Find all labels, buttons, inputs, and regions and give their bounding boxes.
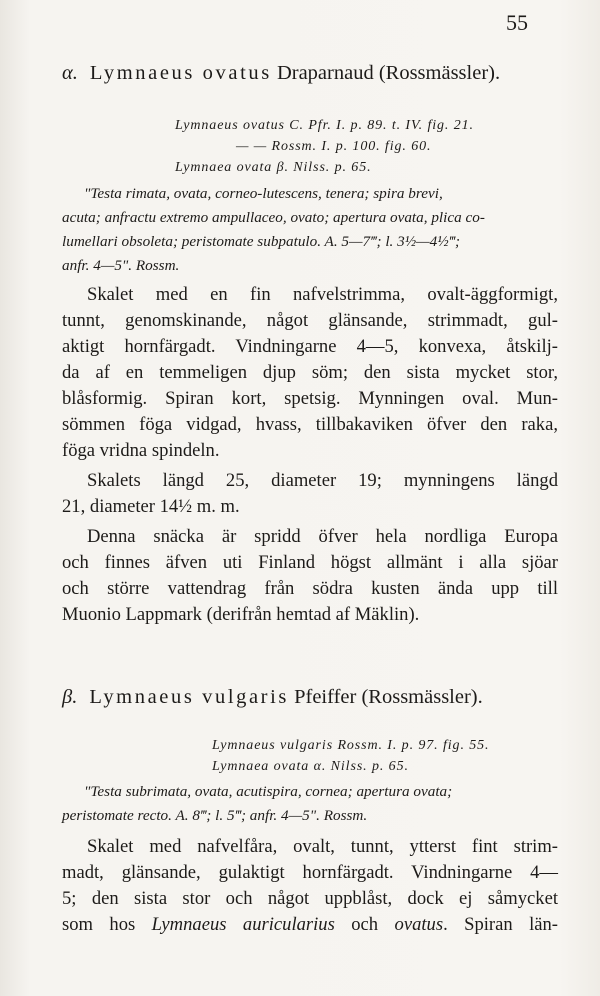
beta-latin-line-1: "Testa subrimata, ovata, acutispira, cornea; apertura ovata; — [84, 783, 453, 800]
beta-description-line-2: madt, glänsande, gulaktigt hornfärgadt. Vindningarne 4— — [62, 862, 558, 883]
beta-author: Pfeiffer (Rossmässler). — [294, 686, 483, 708]
alpha-title: Lymnaeus ovatus — [89, 62, 272, 84]
beta-synonym-2: Lymnaea ovata α. Nilss. p. 65. — [212, 759, 409, 774]
alpha-description-line-4: da af en temmeligen djup söm; den sista mycket stor, — [62, 362, 558, 383]
alpha-latin-line-2: acuta; anfractu extremo ampullaceo, ovato; apertura ovata, plica co- — [62, 209, 485, 226]
beta-heading — [62, 686, 582, 709]
alpha-distribution-line-4: Muonio Lappmark (derifrån hemtad af Mäklin). — [62, 604, 420, 625]
alpha-description-line-5: blåsformig. Spiran kort, spetsig. Mynningen oval. Mun- — [62, 388, 558, 409]
alpha-author: Draparnaud (Rossmässler). — [276, 62, 501, 84]
alpha-measure-line-2: 21, diameter 14½ m. m. — [62, 496, 240, 517]
alpha-heading — [62, 62, 582, 85]
alpha-description-line-2: tunnt, genomskinande, något glänsande, strimmadt, gul- — [62, 310, 558, 331]
alpha-description-line-7: föga vridna spindeln. — [62, 440, 220, 461]
alpha-marker: α. — [62, 62, 78, 84]
beta-description-line-1: Skalet med nafvelfåra, ovalt, tunnt, ytterst fint strim- — [87, 836, 558, 857]
beta-latin-line-2: peristomate recto. A. 8‴; l. 5‴; anfr. 4—5". Rossm. — [62, 807, 368, 824]
beta-description-line-3: 5; den sista stor och något uppblåst, dock ej såmycket — [62, 888, 558, 909]
alpha-description-line-6: sömmen föga vidgad, hvass, tillbakaviken öfver den raka, — [62, 414, 558, 435]
beta-title: Lymnaeus vulgaris — [89, 686, 289, 708]
alpha-description-line-3: aktigt hornfärgadt. Vindningarne 4—5, konvexa, åtskilj- — [62, 336, 558, 357]
alpha-latin-line-3: lumellari obsoleta; peristomate subpatulo. A. 5—7‴; l. 3½—4½‴; — [62, 233, 461, 250]
alpha-distribution-line-3: och större vattendrag från södra kusten ända upp till — [62, 578, 558, 599]
alpha-synonym-3: Lymnaea ovata β. Nilss. p. 65. — [175, 160, 372, 175]
beta-description-line-4: som hos Lymnaeus auricularius och ovatus. Spiran län- — [62, 914, 558, 935]
alpha-distribution-line-2: och finnes äfven uti Finland högst allmänt i alla sjöar — [62, 552, 558, 573]
alpha-distribution-line-1: Denna snäcka är spridd öfver hela nordliga Europa — [87, 526, 558, 547]
page-number: 55 — [506, 10, 528, 35]
alpha-latin-line-1: "Testa rimata, ovata, corneo-lutescens, tenera; spira brevi, — [84, 185, 443, 202]
beta-marker: β. — [62, 686, 78, 708]
alpha-latin-line-4: anfr. 4—5". Rossm. — [62, 257, 180, 274]
beta-synonym-1: Lymnaeus vulgaris Rossm. I. p. 97. fig. 55. — [212, 738, 490, 753]
alpha-synonym-1: Lymnaeus ovatus C. Pfr. I. p. 89. t. IV. fig. 21. — [175, 118, 474, 133]
alpha-description-line-1: Skalet med en fin nafvelstrimma, ovalt-äggformigt, — [87, 284, 558, 305]
alpha-synonym-2: — — Rossm. I. p. 100. fig. 60. — [236, 139, 432, 154]
alpha-measure-line-1: Skalets längd 25, diameter 19; mynningens längd — [87, 470, 558, 491]
